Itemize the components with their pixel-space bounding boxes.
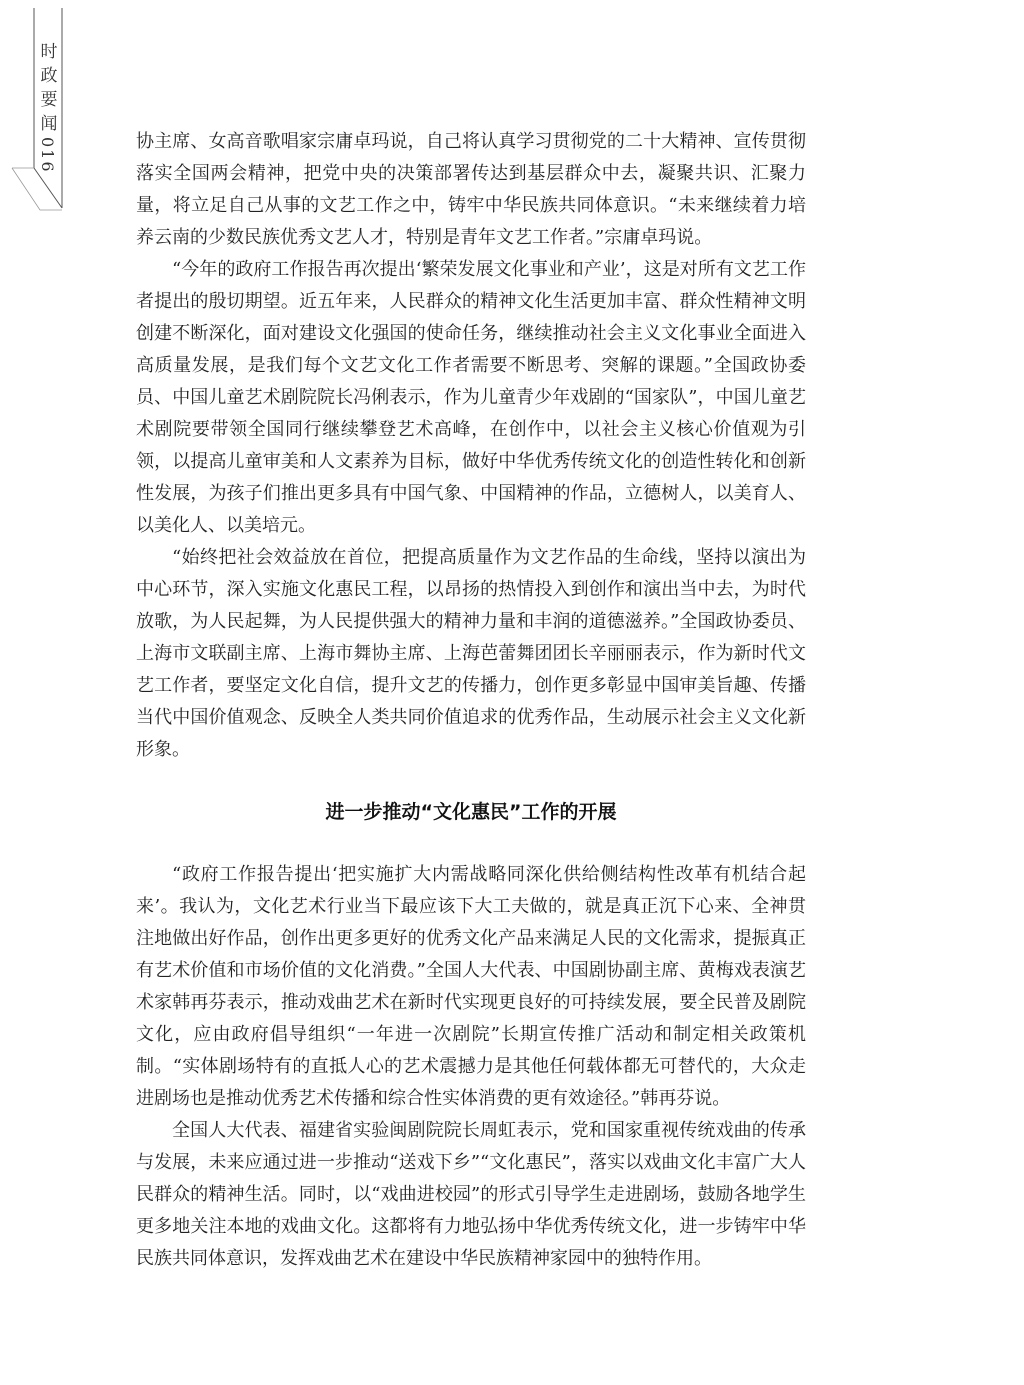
section-char: 时 bbox=[40, 42, 58, 62]
paragraph: 协主席、女高音歌唱家宗庸卓玛说，自己将认真学习贯彻党的二十大精神、宣传贯彻落实全国两会精神，把党中央的决策部署传达到基层群众中去，凝聚共识、汇聚力量，将立足自己从事的文艺工作之中，铸牢中华民族共同体意识。“未来继续着力培养云南的少数民族优秀文艺人才，特别是青年文艺工作者。”宗庸卓玛说。 bbox=[136, 131, 806, 248]
paragraph: “今年的政府工作报告再次提出‘繁荣发展文化事业和产业’，这是对所有文艺工作者提出的殷切期望。近五年来，人民群众的精神文化生活更加丰富、群众性精神文明创建不断深化，面对建设文化强国的使命任务，继续推动社会主义文化事业全面进入高质量发展，是我们每个文艺文化工作者需要不断思考、突解的课题。”全国政协委员、中国儿童艺术剧院院长冯俐表示，作为儿童青少年戏剧的“国家队”，中国儿童艺术剧院要带领全国同行继续攀登艺术高峰，在创作中，以社会主义核心价值观为引领，以提高儿童审美和人文素养为目标，做好中华优秀传统文化的创造性转化和创新性发展，为孩子们推出更多具有中国气象、中国精神的作品，立德树人，以美育人、以美化人、以美培元。 bbox=[136, 259, 806, 536]
paragraph: “始终把社会效益放在首位，把提高质量作为文艺作品的生命线，坚持以演出为中心环节，深入实施文化惠民工程，以昂扬的热情投入到创作和演出当中去，为时代放歌，为人民起舞，为人民提供强大的精神力量和丰润的道德滋养。”全国政协委员、上海市文联副主席、上海市舞协主席、上海芭蕾舞团团长辛丽丽表示，作为新时代文艺工作者，要坚定文化自信，提升文艺的传播力，创作更多彰显中国审美旨趣、传播当代中国价值观念、反映全人类共同价值追求的优秀作品，生动展示社会主义文化新形象。 bbox=[136, 547, 806, 760]
paragraph: 全国人大代表、福建省实验闽剧院院长周虹表示，党和国家重视传统戏曲的传承与发展，未来应通过进一步推动“送戏下乡”“文化惠民”，落实以戏曲文化丰富广大人民群众的精神生活。同时，以“戏曲进校园”的形式引导学生走进剧场，鼓励各地学生更多地关注本地的戏曲文化。这都将有力地弘扬中华优秀传统文化，进一步铸牢中华民族共同体意识，发挥戏曲艺术在建设中华民族精神家园中的独特作用。 bbox=[136, 1120, 806, 1269]
page-number: 016 bbox=[38, 137, 57, 174]
section-char: 要 bbox=[40, 90, 58, 110]
section-char: 闻 bbox=[40, 114, 58, 134]
paragraph: “政府工作报告提出‘把实施扩大内需战略同深化供给侧结构性改革有机结合起来’。我认为，文化艺术行业当下最应该下大工夫做的，就是真正沉下心来、全神贯注地做出好作品，创作出更多更好的优秀文化产品来满足人民的文化需求，提振真正有艺术价值和市场价值的文化消费。”全国人大代表、中国剧协副主席、黄梅戏表演艺术家韩再芬表示，推动戏曲艺术在新时代实现更良好的可持续发展，要全民普及剧院文化，应由政府倡导组织“一年进一次剧院”长期宣传推广活动和制定相关政策机制。“实体剧场特有的直抵人心的艺术震撼力是其他任何载体都无可替代的，大众走进剧场也是推动优秀艺术传播和综合性实体消费的更有效途径。”韩再芬说。 bbox=[136, 864, 806, 1109]
article-body bbox=[136, 126, 806, 1275]
section-heading: 进一步推动“文化惠民”工作的开展 bbox=[325, 801, 617, 823]
section-char: 政 bbox=[40, 66, 58, 86]
section-name bbox=[38, 40, 60, 136]
section-tab bbox=[0, 0, 70, 215]
